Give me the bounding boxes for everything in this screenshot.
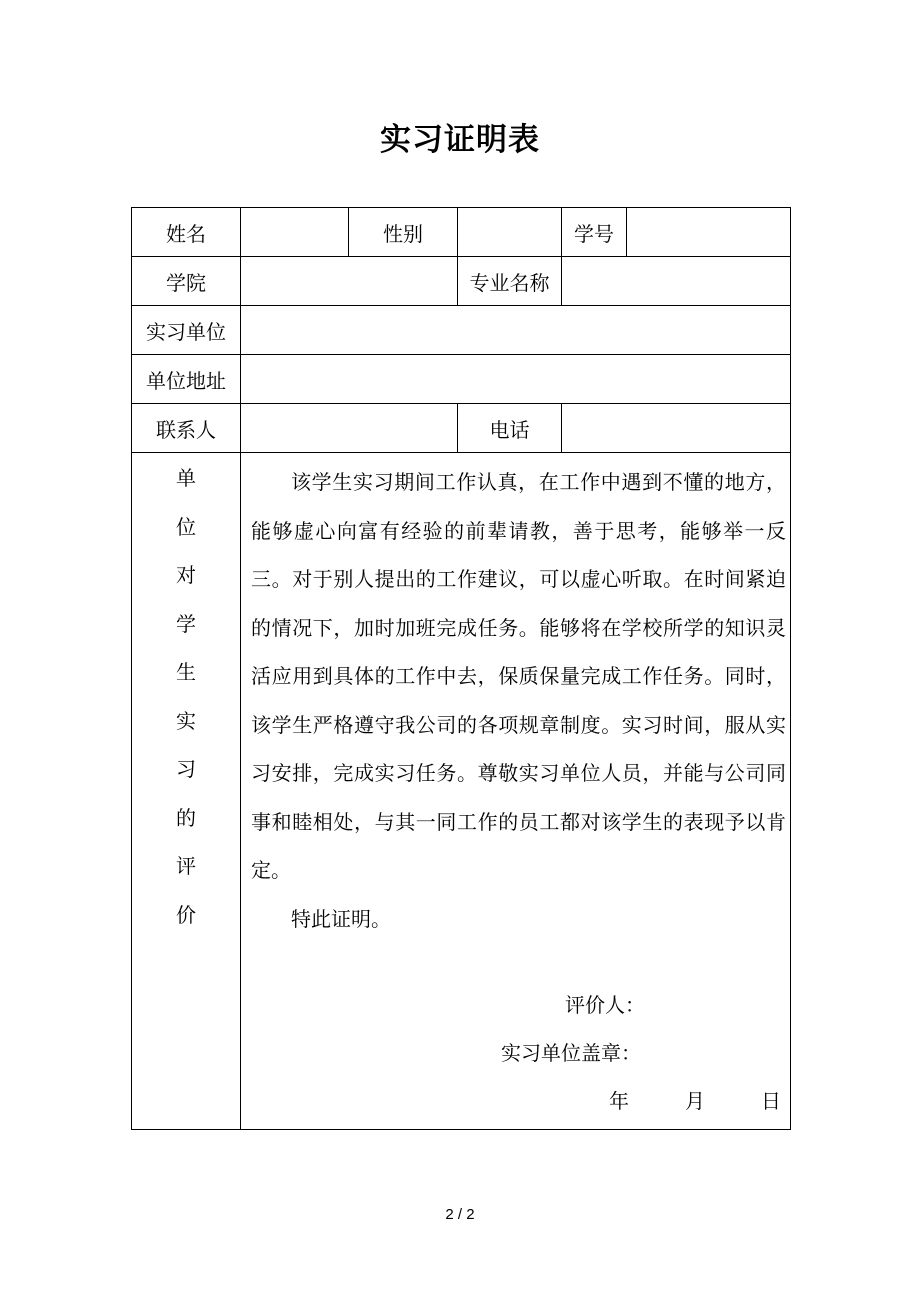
phone-label: 电话: [458, 404, 562, 453]
evaluation-label-char: 对: [176, 563, 196, 587]
certify-text: 特此证明。: [291, 906, 391, 931]
major-label: 专业名称: [458, 257, 562, 306]
evaluation-label: [132, 453, 240, 948]
evaluation-label-char: 学: [176, 611, 196, 636]
student-id-label: 学号: [562, 208, 627, 257]
gender-label: 性别: [349, 208, 458, 257]
contact-label: 联系人: [132, 404, 241, 453]
major-value: [562, 257, 791, 306]
evaluation-label-char: 实: [176, 708, 196, 733]
row-evaluation: [132, 453, 791, 1130]
row-contact: [132, 404, 791, 453]
address-label: 单位地址: [132, 355, 241, 404]
date-month: 月: [685, 1089, 705, 1113]
evaluation-label-char: 位: [176, 514, 196, 539]
address-value: [241, 355, 791, 404]
evaluation-content: [241, 453, 790, 943]
page-indicator: 2 / 2: [445, 1206, 475, 1223]
evaluator-label: 评价人：: [565, 993, 645, 1017]
date-year: 年: [609, 1089, 629, 1113]
evaluation-label-char: 习: [176, 757, 196, 781]
gender-value: [458, 208, 562, 257]
date-line: [609, 1085, 781, 1114]
document-title: 实习证明表: [380, 122, 540, 158]
student-id-value: [627, 208, 791, 257]
evaluation-content-cell: [241, 453, 791, 1130]
college-value: [241, 257, 458, 306]
evaluation-label-char: 价: [176, 902, 196, 927]
evaluation-label-cell: [132, 453, 241, 1130]
college-label: 学院: [132, 257, 241, 306]
row-unit: [132, 306, 791, 355]
row-basic-info: [132, 208, 791, 257]
row-address: [132, 355, 791, 404]
unit-label: 实习单位: [132, 306, 241, 355]
date-day: 日: [761, 1089, 781, 1113]
seal-label: 实习单位盖章：: [501, 1041, 641, 1065]
phone-value: [562, 404, 791, 453]
unit-value: [241, 306, 791, 355]
name-label: 姓名: [132, 208, 241, 257]
evaluation-label-char: 单: [176, 466, 196, 490]
internship-certificate-form: [131, 207, 791, 1130]
row-college: [132, 257, 791, 306]
evaluation-text: 该学生实习期间工作认真，在工作中遇到不懂的地方，能够虚心向富有经验的前辈请教，善于思考，能够举一反三。对于别人提出的工作建议，可以虚心听取。在时间紧迫的情况下，加时加班完成任务。能够将在学校所学的知识灵活应用到具体的工作中去，保质保量完成工作任务。同时，该学生严格遵守我公司的各项规章制度。实习时间，服从实习安排，完成实习任务。尊敬实习单位人员，并能与公司同事和睦相处，与其一同工作的员工都对该学生的表现予以肯定。: [251, 470, 786, 882]
evaluation-label-char: 评: [176, 854, 196, 878]
evaluation-label-char: 的: [176, 805, 196, 830]
evaluation-label-char: 生: [176, 660, 196, 684]
contact-value: [241, 404, 458, 453]
name-value: [241, 208, 349, 257]
